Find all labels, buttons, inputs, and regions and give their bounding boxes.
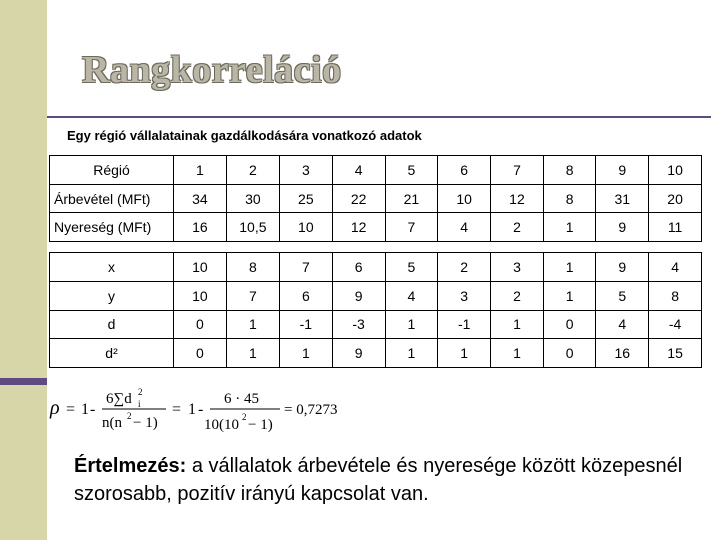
- table-cell: 10: [279, 213, 332, 242]
- table-cell: 8: [543, 156, 596, 185]
- spearman-formula: [48, 383, 388, 435]
- table-cell: 12: [332, 213, 385, 242]
- table-cell: 6: [332, 253, 385, 282]
- table-cell: 7: [491, 156, 544, 185]
- table-cell: 0: [543, 310, 596, 339]
- row-header-cell: d: [50, 310, 174, 339]
- interpretation-label: Értelmezés:: [74, 455, 187, 477]
- table-cell: 4: [385, 281, 438, 310]
- interpretation-text: [74, 452, 704, 508]
- table-cell: 1: [279, 339, 332, 368]
- table-cell: 22: [332, 184, 385, 213]
- table-row: [50, 253, 702, 282]
- table-cell: 6: [279, 281, 332, 310]
- formula-one2: 1: [188, 401, 196, 418]
- table-cell: 1: [543, 213, 596, 242]
- table-cell: 4: [332, 156, 385, 185]
- table-cell: 16: [596, 339, 649, 368]
- formula-one1: 1: [81, 401, 89, 418]
- table-cell: 1: [543, 253, 596, 282]
- table-cell: 2: [491, 213, 544, 242]
- row-header-cell: Régió: [50, 156, 174, 185]
- table-cell: 0: [174, 339, 227, 368]
- data-table: [49, 155, 702, 368]
- table-cell: 12: [491, 184, 544, 213]
- table-cell: -4: [649, 310, 702, 339]
- table-cell: 8: [543, 184, 596, 213]
- table-cell: 0: [174, 310, 227, 339]
- table-cell: 1: [438, 339, 491, 368]
- table-cell: -3: [332, 310, 385, 339]
- table-cell: 1: [491, 310, 544, 339]
- table-cell: 7: [385, 213, 438, 242]
- formula-den1-tail: − 1): [133, 415, 158, 431]
- table-cell: 1: [226, 339, 279, 368]
- table-header-row: [50, 156, 702, 185]
- table-cell: 15: [649, 339, 702, 368]
- formula-num1-sub: i: [138, 399, 141, 409]
- table-cell: 10,5: [226, 213, 279, 242]
- table-row: [50, 310, 702, 339]
- table-cell: 8: [226, 253, 279, 282]
- table-cell: 5: [596, 281, 649, 310]
- formula-minus1: -: [90, 401, 96, 418]
- table-cell: 16: [174, 213, 227, 242]
- interpretation-body: a vállalatok árbevétele és nyeresége között közepesnél szorosabb, pozitív irányú kapcsolat van.: [74, 455, 683, 505]
- table-cell: 4: [438, 213, 491, 242]
- table-cell: 20: [649, 184, 702, 213]
- table-cell: 21: [385, 184, 438, 213]
- formula-minus2: -: [198, 401, 204, 418]
- table-cell: 31: [596, 184, 649, 213]
- table-cell: 2: [226, 156, 279, 185]
- formula-num2: 6 · 45: [224, 391, 259, 407]
- table-cell: 11: [649, 213, 702, 242]
- formula-rho: ρ: [50, 397, 60, 419]
- formula-den2: 10(10: [204, 417, 239, 433]
- table-cell: 25: [279, 184, 332, 213]
- row-header-cell: y: [50, 281, 174, 310]
- table-caption: Egy régió vállalatainak gazdálkodására vonatkozó adatok: [67, 128, 422, 143]
- row-header-cell: x: [50, 253, 174, 282]
- table-row: [50, 213, 702, 242]
- title-divider: [47, 116, 711, 118]
- table-cell: 3: [279, 156, 332, 185]
- formula-eq2: =: [172, 401, 182, 418]
- table-cell: 9: [596, 213, 649, 242]
- table-row: [50, 339, 702, 368]
- table-cell: 5: [385, 156, 438, 185]
- table-cell: 9: [332, 339, 385, 368]
- formula-den2-sq: 2: [242, 412, 247, 422]
- table-cell: 30: [226, 184, 279, 213]
- table-cell: 0: [543, 339, 596, 368]
- table-cell: 2: [438, 253, 491, 282]
- table-cell: 1: [491, 339, 544, 368]
- formula-den2-tail: − 1): [248, 417, 273, 433]
- table-gap-row: [50, 242, 702, 253]
- row-header-cell: d²: [50, 339, 174, 368]
- table-cell: 8: [649, 281, 702, 310]
- table-cell: 10: [174, 281, 227, 310]
- table-cell: 4: [596, 310, 649, 339]
- table-row: [50, 281, 702, 310]
- formula-den1: n(n: [102, 415, 122, 431]
- table-cell: 3: [491, 253, 544, 282]
- table-cell: 10: [174, 253, 227, 282]
- table-cell: 6: [438, 156, 491, 185]
- table-cell: 1: [174, 156, 227, 185]
- table-cell: 1: [385, 310, 438, 339]
- table-cell: -1: [438, 310, 491, 339]
- table-cell: 1: [385, 339, 438, 368]
- row-header-cell: Árbevétel (MFt): [50, 184, 174, 213]
- side-bar-accent: [0, 378, 47, 385]
- table-cell: 10: [438, 184, 491, 213]
- table-cell: 7: [226, 281, 279, 310]
- table-cell: 7: [279, 253, 332, 282]
- table-cell: 1: [226, 310, 279, 339]
- table-cell: -1: [279, 310, 332, 339]
- formula-den1-sq: 2: [127, 411, 132, 421]
- table-cell: 10: [649, 156, 702, 185]
- table-cell: 2: [491, 281, 544, 310]
- table-cell: 9: [596, 156, 649, 185]
- formula-result: = 0,7273: [284, 402, 338, 418]
- formula-eq1: =: [66, 401, 76, 418]
- page-title: Rangkorreláció: [82, 49, 342, 91]
- formula-num1: 6∑d: [106, 391, 132, 407]
- table-cell: 1: [543, 281, 596, 310]
- row-header-cell: Nyereség (MFt): [50, 213, 174, 242]
- table-cell: 34: [174, 184, 227, 213]
- table-cell: 9: [596, 253, 649, 282]
- table-cell: 5: [385, 253, 438, 282]
- side-band-decoration: [0, 0, 47, 540]
- formula-num1-sq: 2: [138, 387, 143, 397]
- table-cell: 4: [649, 253, 702, 282]
- table-row: [50, 184, 702, 213]
- table-cell: 3: [438, 281, 491, 310]
- table-cell: 9: [332, 281, 385, 310]
- table-gap-cell: [50, 242, 702, 253]
